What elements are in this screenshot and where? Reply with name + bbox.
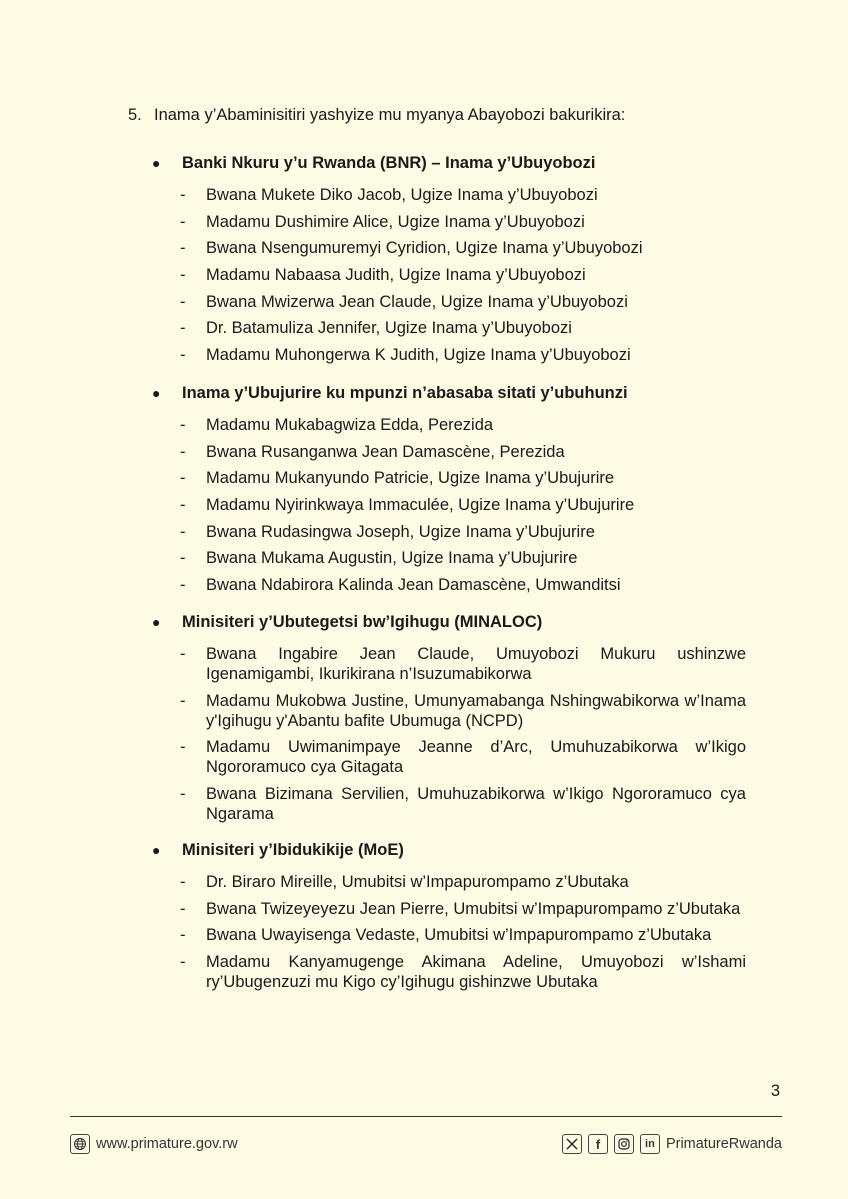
footer-divider [70, 1116, 782, 1117]
appointee-list [150, 644, 750, 824]
list-item: - Madamu Mukanyundo Patricie, Ugize Inama y’Ubujurire [180, 469, 615, 488]
list-item: - Bwana Mwizerwa Jean Claude, Ugize Inama y’Ubuyobozi [180, 292, 628, 311]
section-heading [150, 839, 750, 861]
list-item: - Dr. Biraro Mireille, Umubitsi w’Impapurompamo z’Ubutaka [180, 873, 629, 891]
list-item: - Bwana Ndabirora Kalinda Jean Damascène, Umwanditsi [180, 576, 621, 595]
list-item: - Madamu Nabaasa Judith, Ugize Inama y’Ubuyobozi [180, 266, 586, 285]
section-refugee-appeals [150, 382, 750, 602]
list-item: - Bwana Twizeyeyezu Jean Pierre, Umubitsi w’Impapurompamo z’Ubutaka [180, 899, 741, 918]
list-item: - Madamu Dushimire Alice, Ugize Inama y’Ubuyobozi [180, 212, 585, 231]
list-item: - Bwana Mukete Diko Jacob, Ugize Inama y’Ubuyobozi [180, 186, 598, 204]
section-title: Minisiteri y’Ibidukikije (MoE) [182, 841, 404, 859]
section-title: Inama y’Ubujurire ku mpunzi n’abasaba sitati y’ubuhunzi [182, 384, 628, 402]
bullet-icon: ● [152, 155, 161, 171]
section-minaloc [150, 611, 750, 831]
intro-text: Inama y’Abaminisitiri yashyize mu myanya Abayobozi bakurikira: [154, 106, 626, 124]
instagram-icon[interactable] [614, 1134, 634, 1154]
list-item: - Madamu Mukabagwiza Edda, Perezida [180, 416, 494, 434]
section-title: Minisiteri y’Ubutegetsi bw’Igihugu (MINALOC) [182, 613, 543, 631]
list-item: - Bwana Rudasingwa Joseph, Ugize Inama y’Ubujurire [180, 522, 595, 541]
appointee-list [150, 185, 750, 365]
footer-website[interactable] [70, 1134, 238, 1154]
x-icon[interactable] [562, 1134, 582, 1154]
list-item: - Dr. Batamuliza Jennifer, Ugize Inama y’Ubuyobozi [180, 319, 572, 338]
linkedin-icon[interactable]: in [640, 1134, 660, 1154]
section-bnr [150, 152, 750, 372]
social-handle[interactable]: PrimatureRwanda [665, 1136, 782, 1152]
bullet-icon: ● [152, 842, 161, 858]
list-item: - Madamu Kanyamugenge Akimana Adeline, Umuyobozi w’Ishami ry’Ubugenzuzi mu Kigo cy’Igihugu gishinzwe Ubutaka [180, 953, 746, 992]
section-heading [150, 152, 750, 174]
section-moe [150, 839, 750, 999]
bullet-icon: ● [152, 385, 161, 401]
appointee-list [150, 872, 750, 992]
intro-paragraph [128, 104, 768, 126]
list-item: - Bwana Ingabire Jean Claude, Umuyobozi Mukuru ushinzwe Igenamigambi, Ikurikirana n’Isuzumabikorwa [180, 645, 746, 683]
list-item: - Bwana Mukama Augustin, Ugize Inama y’Ubujurire [180, 549, 578, 568]
list-item: - Madamu Nyirinkwaya Immaculée, Ugize Inama y’Ubujurire [180, 496, 635, 515]
list-item: - Madamu Muhongerwa K Judith, Ugize Inama y’Ubuyobozi [180, 346, 631, 365]
list-item: - Madamu Mukobwa Justine, Umunyamabanga Nshingwabikorwa w’Inama y'Igihugu y'Abantu bafite Ubumuga (NCPD) [180, 691, 746, 730]
list-item: - Bwana Rusanganwa Jean Damascène, Perezida [180, 442, 565, 461]
list-item: - Bwana Bizimana Servilien, Umuhuzabikorwa w’Ikigo Ngororamuco cya Ngarama [180, 785, 746, 824]
bullet-icon: ● [152, 614, 161, 630]
page-number: 3 [770, 1082, 780, 1100]
facebook-icon[interactable]: f [588, 1134, 608, 1154]
website-link[interactable]: www.primature.gov.rw [96, 1136, 238, 1152]
section-heading [150, 382, 750, 404]
section-title: Banki Nkuru y’u Rwanda (BNR) – Inama y’Ubuyobozi [182, 154, 596, 172]
globe-icon [70, 1134, 90, 1154]
list-item: - Bwana Uwayisenga Vedaste, Umubitsi w’Impapurompamo z’Ubutaka [180, 926, 712, 945]
appointee-list [150, 415, 750, 595]
footer-social [562, 1134, 782, 1154]
list-item: - Bwana Nsengumuremyi Cyridion, Ugize Inama y’Ubuyobozi [180, 239, 643, 258]
section-heading [150, 611, 750, 633]
list-item: - Madamu Uwimanimpaye Jeanne d’Arc, Umuhuzabikorwa w’Ikigo Ngororamuco cya Gitagata [180, 738, 746, 777]
intro-number: 5. [128, 106, 142, 124]
